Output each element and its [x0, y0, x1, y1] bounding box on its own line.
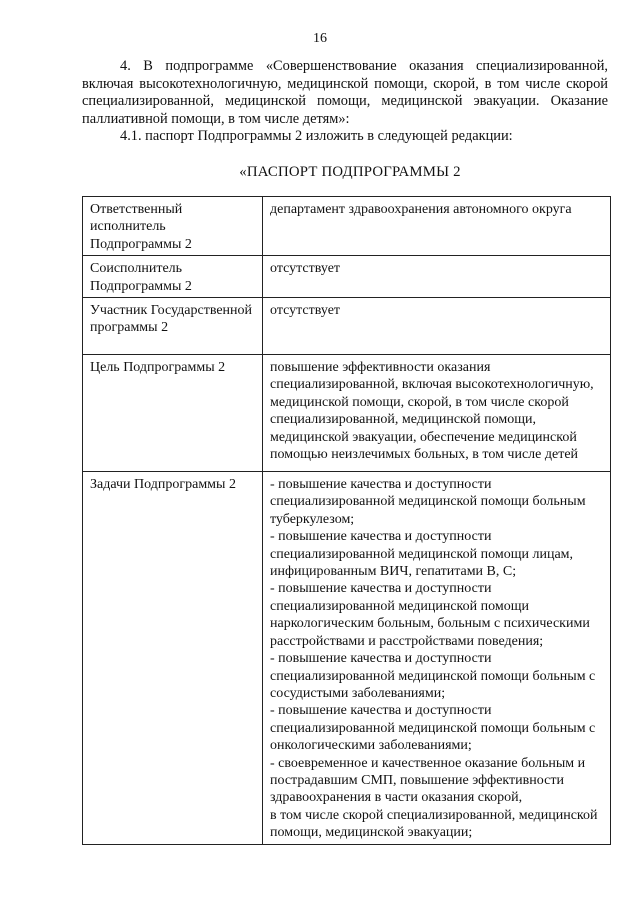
- table-row-participant: [83, 298, 611, 355]
- row-label: Ответственный исполнитель Подпрограммы 2: [90, 202, 192, 252]
- passport-table: [82, 196, 611, 845]
- row-label-cell: [83, 197, 263, 256]
- task-item: - повышение качества и доступности специализированной медицинской помощи лицам, инфицированным ВИЧ, гепатитами В, С;: [270, 529, 574, 580]
- row-label: Задачи Подпрограммы 2: [90, 477, 236, 493]
- row-value-cell: [263, 197, 611, 256]
- task-item: - повышение качества и доступности специализированной медицинской помощи больным туберкулезом;: [270, 477, 586, 527]
- row-label-cell: [83, 298, 263, 355]
- row-value: отсутствует: [270, 303, 341, 319]
- row-label-cell: [83, 355, 263, 472]
- page-number: 16: [313, 31, 327, 46]
- row-label: Соисполнитель Подпрограммы 2: [90, 261, 192, 294]
- row-value-cell: [263, 355, 611, 472]
- row-value-cell: [263, 472, 611, 845]
- task-item: - повышение качества и доступности специализированной медицинской помощи больным с сосудистыми заболеваниями;: [270, 651, 596, 701]
- row-value: повышение эффективности оказания специализированной, включая высокотехнологичную, медицинской помощи, скорой, в том числе скорой специализированной, медицинской помощи, медицинской эвакуации, обеспечение медицинской помощью неизлечимых больных, в том числе детей: [270, 360, 594, 463]
- task-item: - повышение качества и доступности специализированной медицинской помощи больным с онкологическими заболеваниями;: [270, 703, 596, 754]
- intro-paragraph-item-4: 4. В подпрограмме «Совершенствование оказания специализированной, включая высокотехнологичную, медицинской помощи, скорой, в том числе скорой специализированной, медицинской помощи, медицинской эвакуации. Оказание паллиативной помощи, в том числе детям»:: [82, 58, 608, 127]
- table-row-responsible: [83, 197, 611, 256]
- table-row-co-executor: [83, 256, 611, 298]
- intro-paragraph-item-4-1: 4.1. паспорт Подпрограммы 2 изложить в следующей редакции:: [120, 128, 513, 144]
- row-value-cell: [263, 298, 611, 355]
- row-label: Участник Государственной программы 2: [90, 303, 253, 336]
- table-row-goal: [83, 355, 611, 472]
- row-value: департамент здравоохранения автономного округа: [270, 202, 572, 217]
- task-item: - своевременное и качественное оказание больным и пострадавшим СМП, повышение эффективности здравоохранения в части оказания скорой,: [270, 755, 586, 806]
- intro-text: [82, 58, 608, 146]
- row-value-cell: [263, 256, 611, 298]
- passport-title: «ПАСПОРТ ПОДПРОГРАММЫ 2: [239, 164, 461, 180]
- table-row-tasks: [83, 472, 611, 845]
- row-value: отсутствует: [270, 261, 341, 277]
- task-item: в том числе скорой специализированной, медицинской помощи, медицинской эвакуации;: [270, 807, 598, 841]
- row-label-cell: [83, 256, 263, 298]
- row-label: Цель Подпрограммы 2: [90, 360, 226, 376]
- task-item: - повышение качества и доступности специализированной медицинской помощи наркологическим больным, больным с психическими расстройствами и расстройствами поведения;: [270, 581, 590, 649]
- row-label-cell: [83, 472, 263, 845]
